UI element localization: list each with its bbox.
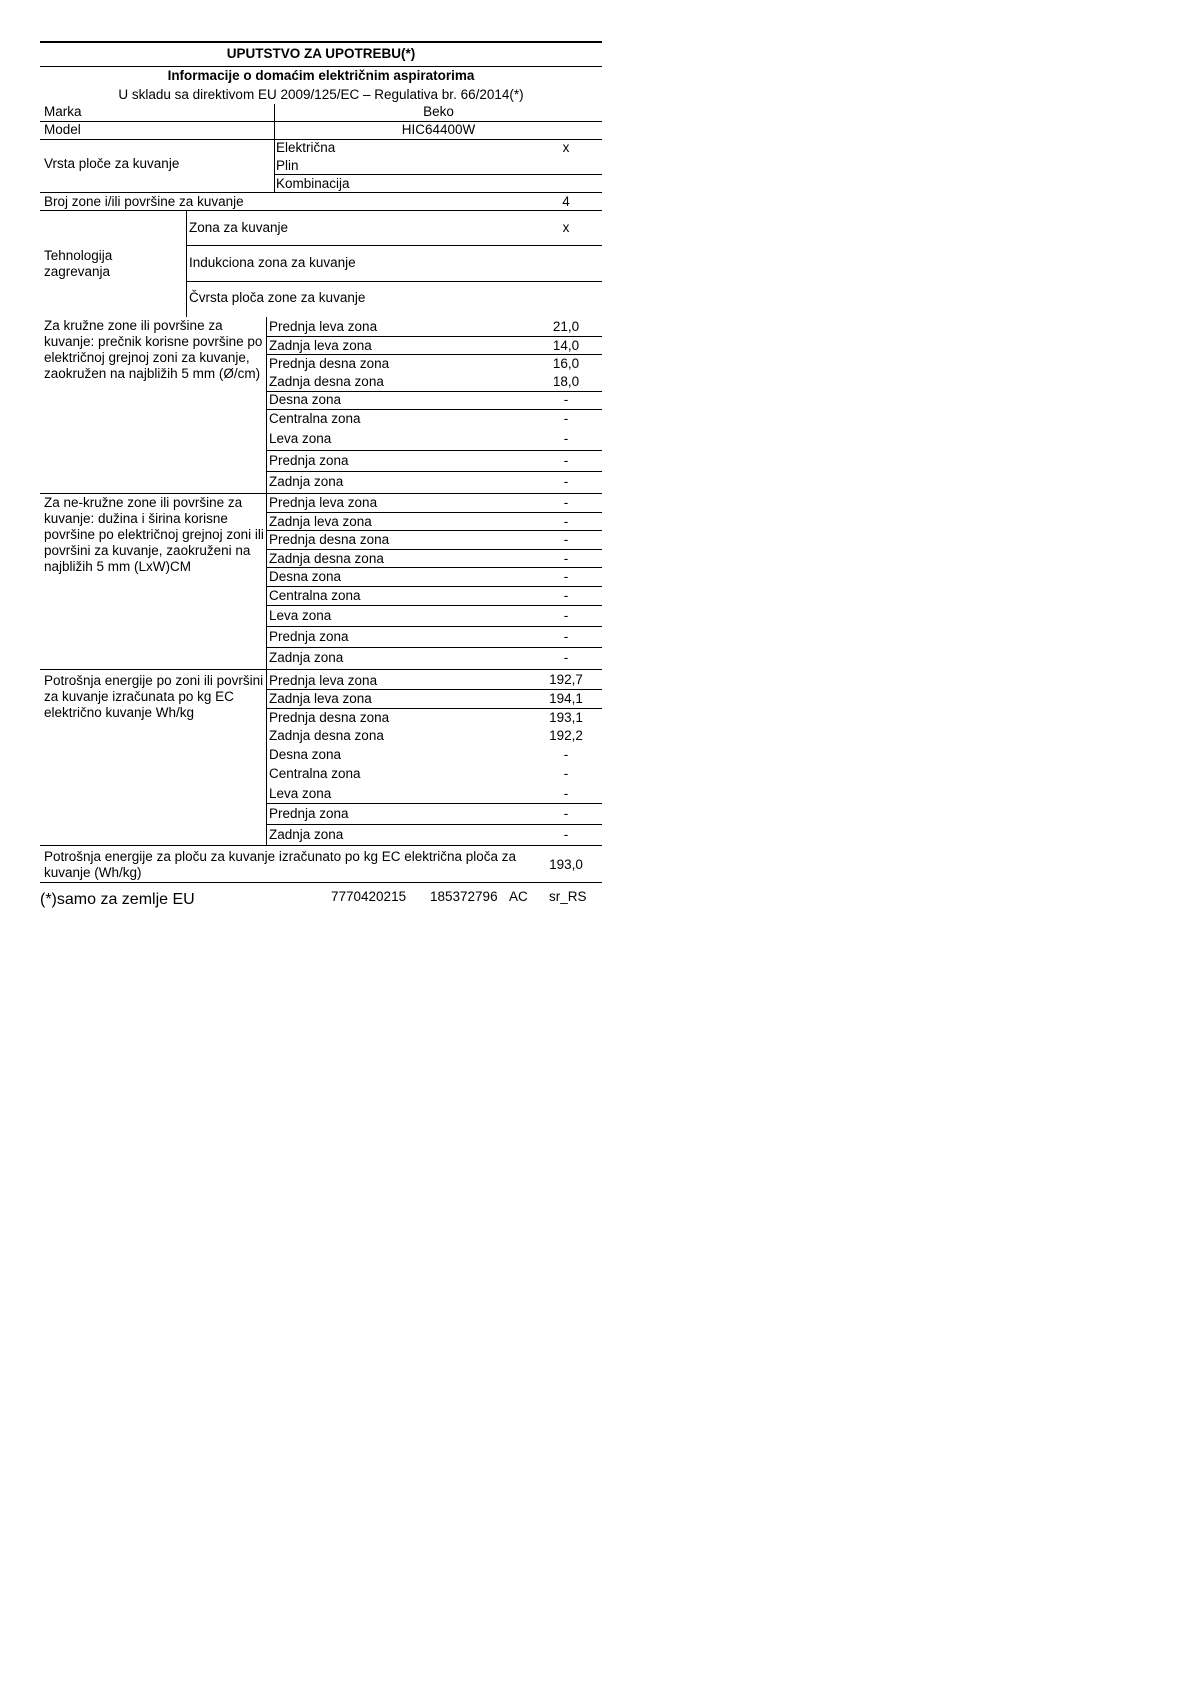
divider: [266, 626, 602, 627]
divider: [266, 354, 602, 355]
energy-label: Potrošnja energije po zoni ili površini za kuvanje izračunata po kg EC električno kuvanje Wh/kg: [44, 673, 264, 720]
circular-zone-name: Leva zona: [269, 431, 332, 446]
noncircular-zone-name: Prednja desna zona: [269, 532, 390, 547]
total-energy-label: Potrošnja energije za ploču za kuvanje izračunato po kg EC električna ploča za kuvanje (Wh/kg): [44, 849, 517, 880]
circular-zone-value: -: [563, 453, 569, 468]
heating-cooking-zone-mark: x: [562, 220, 570, 235]
energy-zone-name: Centralna zona: [269, 766, 361, 781]
column-divider: [186, 210, 187, 317]
divider: [266, 647, 602, 648]
circular-zone-value: 14,0: [552, 338, 580, 353]
section-divider: [40, 845, 602, 846]
energy-zone-value: -: [563, 806, 569, 821]
circular-zone-name: Prednja zona: [269, 453, 349, 468]
divider: [40, 210, 602, 211]
energy-zone-name: Leva zona: [269, 786, 332, 801]
heating-induction-zone: Indukciona zona za kuvanje: [189, 255, 356, 270]
energy-zone-name: Zadnja desna zona: [269, 728, 384, 743]
circular-zone-name: Zadnja desna zona: [269, 374, 384, 389]
hob-type-electric: Električna: [276, 140, 336, 155]
energy-zone-value: 192,7: [549, 672, 583, 687]
circular-label: Za kružne zone ili površine za kuvanje: prečnik korisne površine po električnoj grejnoj zoni za kuvanje, zaokružen na najbližih 5 mm (Ø/cm): [44, 318, 263, 381]
hob-type-electric-mark: x: [562, 140, 570, 155]
divider: [40, 192, 602, 193]
circular-zone-value: 18,0: [552, 374, 580, 389]
divider: [266, 409, 602, 410]
divider: [266, 567, 602, 568]
noncircular-label: Za ne-kružne zone ili površine za kuvanje: dužina i širina korisne površine po električnoj grejnoj zoni ili površini za kuvanje, zaokruženi na najbližih 5 mm (LxW)CM: [44, 495, 264, 574]
energy-zone-value: 193,1: [549, 710, 583, 725]
divider: [274, 174, 602, 175]
noncircular-zone-name: Prednja leva zona: [269, 495, 378, 510]
divider: [266, 605, 602, 606]
energy-zone-name: Zadnja leva zona: [269, 691, 372, 706]
noncircular-zone-name: Desna zona: [269, 569, 342, 584]
circular-zone-value: 21,0: [552, 319, 580, 334]
divider: [266, 471, 602, 472]
noncircular-zone-value: -: [563, 551, 569, 566]
section-divider: [40, 493, 602, 494]
doc-code: 7770420215: [331, 889, 407, 904]
energy-zone-name: Zadnja zona: [269, 827, 344, 842]
divider: [186, 281, 602, 282]
divider: [266, 824, 602, 825]
circular-zone-name: Zadnja zona: [269, 474, 344, 489]
noncircular-zone-value: -: [563, 608, 569, 623]
energy-zone-value: -: [563, 766, 569, 781]
revision-code: AC: [509, 889, 528, 904]
divider: [40, 66, 602, 67]
noncircular-zone-value: -: [563, 629, 569, 644]
part-code: 185372796: [430, 889, 498, 904]
circular-zone-name: Prednja leva zona: [269, 319, 378, 334]
noncircular-zone-value: -: [563, 514, 569, 529]
circular-zone-value: -: [563, 431, 569, 446]
zones-count-label: Broj zone i/ili površine za kuvanje: [44, 194, 244, 209]
noncircular-zone-name: Zadnja desna zona: [269, 551, 384, 566]
noncircular-zone-name: Zadnja leva zona: [269, 514, 372, 529]
brand-label: Marka: [44, 104, 82, 119]
noncircular-zone-name: Leva zona: [269, 608, 332, 623]
hob-type-gas: Plin: [276, 158, 299, 173]
top-border: [40, 41, 602, 43]
model-label: Model: [44, 122, 81, 137]
circular-zone-name: Zadnja leva zona: [269, 338, 372, 353]
noncircular-zone-value: -: [563, 532, 569, 547]
divider: [266, 512, 602, 513]
section-divider: [40, 882, 602, 883]
circular-zone-name: Prednja desna zona: [269, 356, 390, 371]
divider: [266, 549, 602, 550]
total-energy-value: 193,0: [549, 857, 583, 872]
noncircular-zone-name: Centralna zona: [269, 588, 361, 603]
hob-type-combination: Kombinacija: [276, 176, 350, 191]
energy-zone-value: 194,1: [549, 691, 583, 706]
energy-zone-value: 192,2: [549, 728, 583, 743]
energy-zone-name: Prednja zona: [269, 806, 349, 821]
divider: [266, 586, 602, 587]
energy-zone-value: -: [563, 827, 569, 842]
noncircular-zone-value: -: [563, 495, 569, 510]
divider: [266, 689, 602, 690]
locale-code: sr_RS: [549, 889, 587, 904]
circular-zone-value: -: [563, 474, 569, 489]
energy-zone-name: Prednja leva zona: [269, 673, 378, 688]
circular-zone-name: Desna zona: [269, 392, 342, 407]
energy-zone-value: -: [563, 747, 569, 762]
heating-cooking-zone: Zona za kuvanje: [189, 220, 289, 235]
circular-zone-value: -: [563, 411, 569, 426]
heating-label: Tehnologija zagrevanja: [44, 248, 113, 279]
eu-note: (*)samo za zemlje EU: [40, 891, 195, 908]
zones-count-value: 4: [562, 194, 570, 209]
directive-line: U skladu sa direktivom EU 2009/125/EC – Regulativa br. 66/2014(*): [118, 87, 524, 102]
noncircular-zone-value: -: [563, 588, 569, 603]
energy-zone-value: -: [563, 786, 569, 801]
column-divider: [266, 317, 267, 845]
heating-solid-plate: Čvrsta ploča zone za kuvanje: [189, 290, 366, 305]
divider: [186, 245, 602, 246]
divider: [266, 336, 602, 337]
page-title: UPUTSTVO ZA UPOTREBU(*): [226, 46, 416, 61]
noncircular-zone-name: Prednja zona: [269, 629, 349, 644]
divider: [266, 530, 602, 531]
hob-type-label: Vrsta ploče za kuvanje: [44, 156, 180, 171]
energy-zone-name: Prednja desna zona: [269, 710, 390, 725]
divider: [266, 803, 602, 804]
energy-zone-name: Desna zona: [269, 747, 342, 762]
column-divider: [274, 104, 275, 192]
page-subtitle: Informacije o domaćim električnim aspiratorima: [167, 68, 475, 83]
brand-value: Beko: [423, 104, 454, 119]
noncircular-zone-name: Zadnja zona: [269, 650, 344, 665]
divider: [266, 450, 602, 451]
model-value: HIC64400W: [401, 122, 476, 137]
noncircular-zone-value: -: [563, 569, 569, 584]
divider: [266, 708, 602, 709]
circular-zone-value: -: [563, 392, 569, 407]
noncircular-zone-value: -: [563, 650, 569, 665]
circular-zone-value: 16,0: [552, 356, 580, 371]
circular-zone-name: Centralna zona: [269, 411, 361, 426]
section-divider: [40, 669, 602, 670]
